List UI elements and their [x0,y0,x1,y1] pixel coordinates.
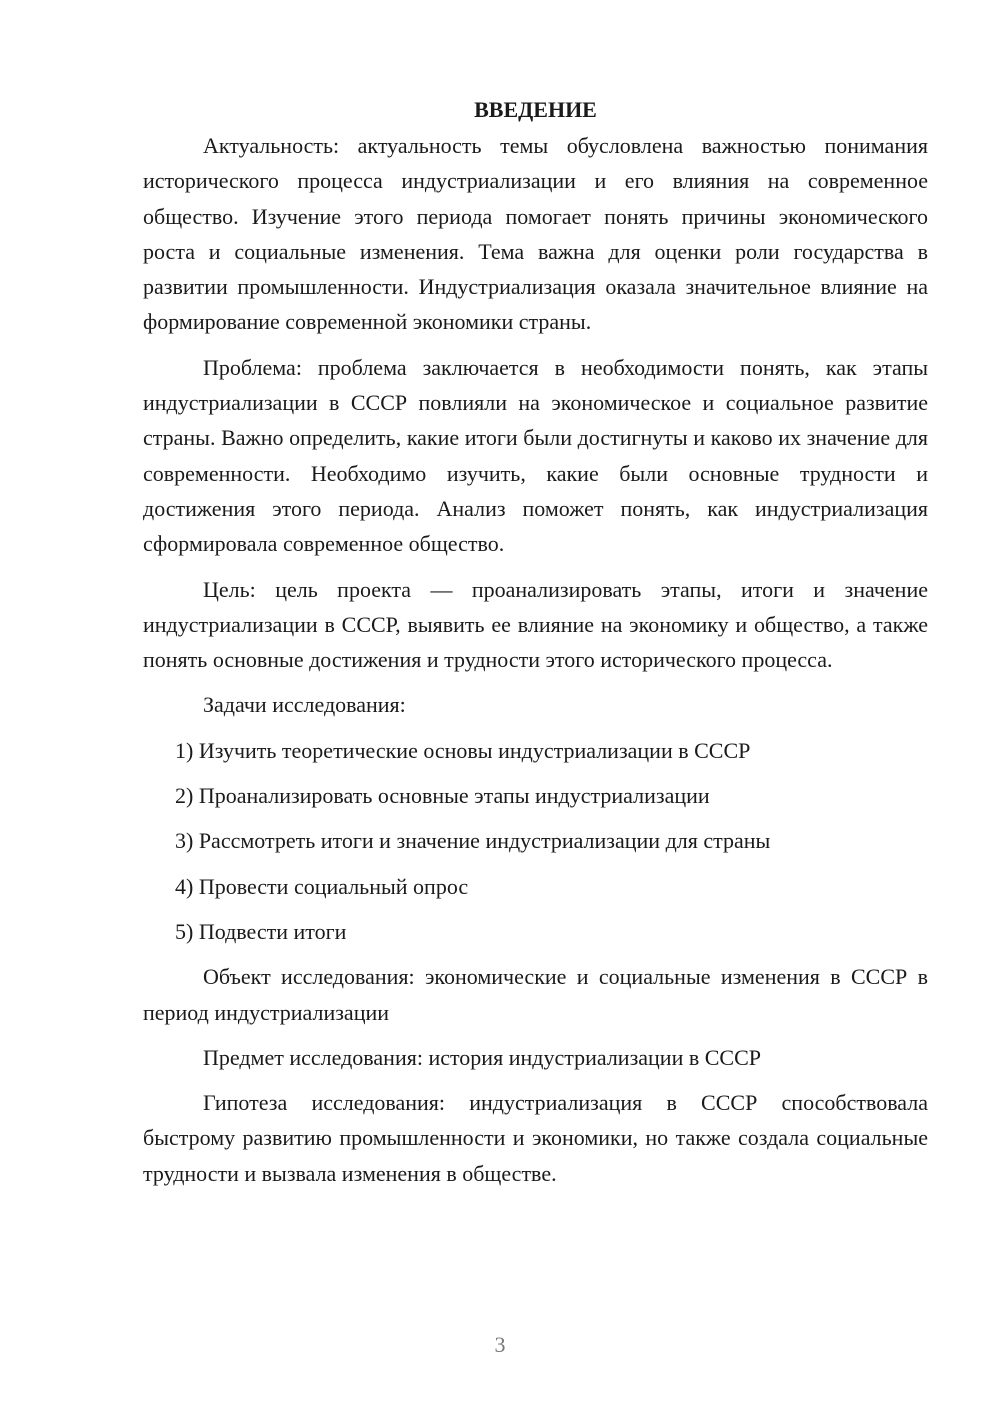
section-title: ВВЕДЕНИЕ [474,97,597,122]
tasks-heading: Задачи исследования: [203,692,406,718]
paragraph-object: Объект исследования: экономические и социальные изменения в СССР в период индустриализации [143,964,928,1025]
paragraph-problem: Проблема: проблема заключается в необходимости понять, как этапы индустриализации в СССР повлияли на экономическое и социальное развитие страны. Важно определить, какие итоги были достигнуты и каково их значение для современности. Необходимо изучить, какие были основные трудности и достижения этого периода. Анализ поможет понять, как индустриализация сформировала современное общество. [143,354,928,557]
list-item: 4) Провести социальный опрос [175,873,469,899]
list-item: 1) Изучить теоретические основы индустриализации в СССР [175,737,751,763]
list-item: 5) Подвести итоги [175,918,347,944]
paragraph-goal: Цель: цель проекта — проанализировать этапы, итоги и значение индустриализации в СССР, выявить ее влияние на экономику и общество, а также понять основные достижения и трудности этого исторического процесса. [143,576,928,673]
paragraph-relevance: Актуальность: актуальность темы обусловлена важностью понимания исторического процесса индустриализации и его влияния на современное общество. Изучение этого периода помогает понять причины экономического роста и социальные изменения. Тема важна для оценки роли государства в развитии промышленности. Индустриализация оказала значительное влияние на формирование современной экономики страны. [143,133,928,335]
list-item: 2) Проанализировать основные этапы индустриализации [175,783,710,809]
tasks-list [143,733,928,949]
paragraph-subject: Предмет исследования: история индустриализации в СССР [203,1044,761,1070]
list-item: 3) Рассмотреть итоги и значение индустриализации для страны [175,828,771,854]
page-number: 3 [494,1332,506,1357]
document-page [143,92,928,1201]
paragraph-hypothesis: Гипотеза исследования: индустриализация в СССР способствовала быстрому развитию промышленности и экономики, но также создала социальные трудности и вызвала изменения в обществе. [143,1090,928,1186]
